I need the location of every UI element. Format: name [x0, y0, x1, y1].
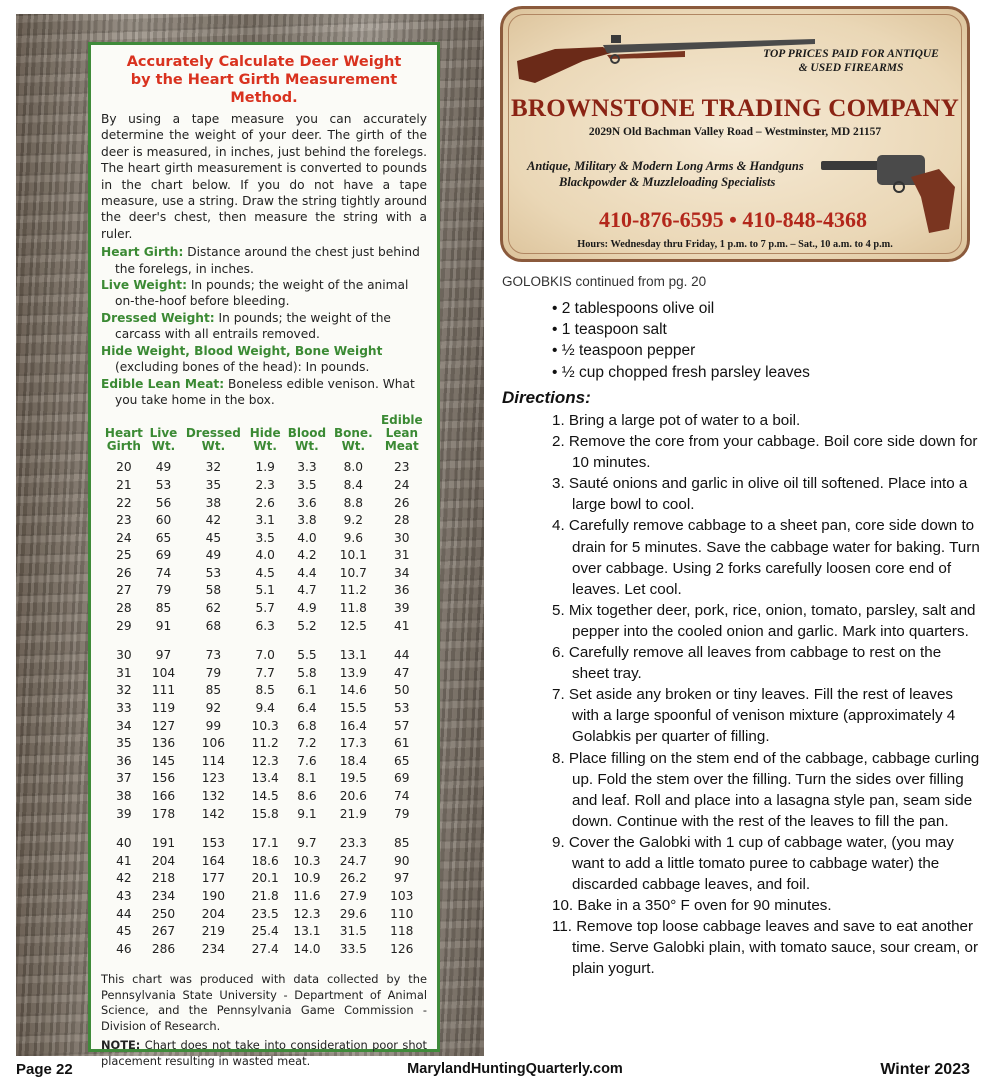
table-cell: 17.1 [251, 836, 279, 851]
table-row [101, 582, 427, 600]
table-cell: 62 [205, 601, 222, 616]
table-cell: 9.4 [255, 701, 275, 716]
table-row [101, 823, 427, 853]
table-cell: 132 [201, 789, 225, 803]
table-cell: 191 [151, 836, 176, 851]
table-cell: 90 [394, 853, 410, 868]
table-row [101, 635, 427, 665]
table-cell: 79 [205, 665, 222, 680]
table-cell: 21.8 [251, 888, 279, 903]
table-cell: 99 [205, 718, 222, 733]
table-cell: 156 [151, 771, 176, 786]
table-cell: 9.1 [297, 806, 317, 821]
table-cell: 4.4 [297, 565, 317, 580]
table-cell: 23.5 [251, 906, 279, 921]
table-cell: 10.1 [339, 548, 367, 563]
table-cell: 123 [201, 771, 225, 786]
table-cell: 20.1 [251, 871, 279, 886]
table-cell: 11.2 [251, 736, 279, 751]
table-cell: 20.6 [339, 789, 367, 803]
table-cell: 10.9 [293, 871, 321, 886]
table-cell: 9.7 [297, 836, 317, 851]
table-column-header: Live Wt. [149, 426, 178, 454]
table-cell: 103 [390, 888, 414, 903]
table-row [101, 853, 427, 871]
direction-step: 7. Set aside any broken or tiny leaves. Fill the rest of leaves with a large spoonful of venison mixture (approximately 4 Golabkis per quarter of filling. [552, 686, 956, 746]
ingredient-item: • ½ cup chopped fresh parsley leaves [552, 363, 810, 381]
table-cell: 36 [394, 583, 410, 598]
table-cell: 73 [205, 648, 222, 663]
definition-live-weight: Live Weight: In pounds; the weight of the animal on-the-hoof before bleeding. [101, 278, 409, 309]
direction-step: 6. Carefully remove all leaves from cabbage to rest on the sheet tray. [552, 644, 942, 683]
table-cell: 85 [394, 836, 410, 851]
table-row [101, 700, 427, 718]
table-row [101, 941, 427, 959]
table-row [101, 870, 427, 888]
table-cell: 61 [394, 736, 410, 751]
table-cell: 8.5 [255, 683, 275, 698]
table-cell: 14.0 [293, 941, 321, 956]
table-cell: 79 [394, 806, 410, 821]
chart-title: Accurately Calculate Deer Weight by the Heart Girth Measurement Method. [126, 54, 402, 106]
table-cell: 5.7 [255, 601, 275, 616]
ingredient-item: • 2 tablespoons olive oil [552, 300, 715, 317]
table-row [101, 888, 427, 906]
table-cell: 7.7 [255, 665, 275, 680]
definitions [101, 244, 427, 408]
table-cell: 3.8 [297, 513, 317, 528]
table-cell: 7.0 [255, 648, 275, 663]
table-cell: 47 [394, 665, 410, 680]
chart-note: NOTE: Chart does not take into consideration poor shot placement resulting in wasted meat. [101, 1038, 427, 1068]
table-cell: 79 [155, 583, 172, 598]
table-cell: 74 [394, 789, 410, 803]
ingredient-item: • 1 teaspoon salt [552, 321, 667, 339]
table-cell: 234 [151, 888, 176, 903]
table-cell: 4.2 [297, 548, 317, 563]
directions-list [552, 410, 982, 980]
brownstone-ad[interactable] [500, 6, 970, 262]
table-cell: 23 [116, 513, 132, 528]
table-cell: 22 [116, 495, 132, 510]
table-cell: 12.3 [251, 753, 279, 768]
table-cell: 34 [116, 718, 132, 733]
table-cell: 5.8 [297, 665, 317, 680]
table-cell: 36 [116, 753, 132, 768]
table-cell: 190 [201, 888, 225, 903]
table-cell: 49 [205, 548, 222, 563]
table-cell: 50 [394, 683, 410, 698]
table-cell: 18.6 [251, 853, 279, 868]
table-cell: 23.3 [339, 836, 367, 851]
table-cell: 267 [151, 924, 176, 939]
table-cell: 13.1 [339, 648, 367, 663]
table-cell: 69 [394, 771, 410, 786]
table-row [101, 718, 427, 736]
table-row [101, 788, 427, 806]
bark-background [16, 14, 484, 1068]
table-cell: 10.7 [339, 565, 367, 580]
table-cell: 58 [205, 583, 222, 598]
table-cell: 7.2 [297, 736, 317, 751]
table-cell: 43 [116, 888, 132, 903]
table-cell: 8.8 [343, 495, 364, 510]
table-row [101, 735, 427, 753]
table-cell: 13.1 [293, 924, 321, 939]
table-row [101, 770, 427, 788]
table-cell: 17.3 [339, 736, 367, 751]
table-cell: 25 [116, 548, 132, 563]
table-cell: 21.9 [339, 806, 367, 821]
table-cell: 69 [155, 548, 172, 563]
table-cell: 3.3 [297, 460, 317, 475]
table-column-header: Blood Wt. [287, 426, 327, 454]
table-row [101, 495, 427, 513]
table-cell: 10.3 [251, 718, 279, 733]
table-column-header: Edible Lean Meat [380, 413, 423, 454]
table-cell: 97 [155, 648, 172, 663]
table-cell: 27.9 [339, 888, 367, 903]
direction-step: 3. Sauté onions and garlic in olive oil till softened. Place into a large bowl to cool. [552, 475, 968, 514]
table-cell: 28 [116, 601, 132, 616]
direction-step: 11. Remove top loose cabbage leaves and save to eat another time. Serve Galobki plain, with tomato sauce, sour cream, or plain yogurt. [552, 918, 979, 978]
table-cell: 9.6 [343, 530, 364, 545]
table-cell: 85 [155, 601, 172, 616]
table-cell: 68 [205, 618, 222, 633]
table-cell: 46 [116, 941, 132, 956]
table-cell: 44 [394, 648, 410, 663]
table-cell: 13.9 [339, 665, 367, 680]
table-cell: 33.5 [339, 941, 367, 956]
table-cell: 14.5 [251, 789, 279, 803]
table-cell: 204 [201, 906, 225, 921]
table-cell: 111 [151, 683, 176, 698]
table-cell: 65 [394, 753, 410, 768]
table-cell: 1.9 [255, 460, 275, 475]
issue-label: Winter 2023 [880, 1061, 970, 1078]
table-row [101, 459, 427, 477]
table-cell: 60 [155, 513, 172, 528]
definition-hide-blood-bone: Hide Weight, Blood Weight, Bone Weight (excluding bones of the head): In pounds. [101, 343, 383, 375]
direction-step: 10. Bake in a 350° F oven for 90 minutes. [552, 897, 832, 915]
direction-step: 5. Mix together deer, pork, rice, onion, tomato, parsley, salt and pepper into the cooled onion and garlic. Mark into quarters. [552, 601, 976, 640]
table-cell: 119 [151, 701, 176, 716]
table-cell: 20 [116, 460, 132, 475]
table-cell: 104 [151, 665, 176, 680]
table-cell: 18.4 [339, 753, 367, 768]
direction-step: 2. Remove the core from your cabbage. Boil core side down for 10 minutes. [552, 433, 978, 472]
table-cell: 57 [394, 718, 410, 733]
table-cell: 2.6 [255, 495, 275, 510]
table-row [101, 530, 427, 548]
table-row [101, 618, 427, 636]
table-cell: 4.9 [297, 601, 317, 616]
table-cell: 39 [394, 601, 410, 616]
ad-tagline: TOP PRICES PAID FOR ANTIQUE & USED FIREARMS [763, 48, 939, 74]
table-cell: 2.3 [255, 477, 275, 492]
table-cell: 127 [151, 718, 176, 733]
table-cell: 219 [201, 924, 225, 939]
table-cell: 38 [116, 789, 132, 803]
table-cell: 35 [116, 736, 132, 751]
table-cell: 164 [201, 853, 225, 868]
table-cell: 5.2 [297, 618, 317, 633]
ad-address: 2029N Old Bachman Valley Road – Westminster, MD 21157 [588, 126, 882, 138]
table-cell: 12.3 [293, 906, 321, 921]
table-cell: 12.5 [339, 618, 367, 633]
table-cell: 114 [201, 753, 225, 768]
table-cell: 37 [116, 771, 132, 786]
table-cell: 53 [155, 477, 172, 492]
table-cell: 38 [205, 495, 222, 510]
table-cell: 11.8 [339, 601, 367, 616]
table-row [101, 806, 427, 824]
table-cell: 40 [116, 836, 132, 851]
table-row [101, 906, 427, 924]
table-cell: 25.4 [251, 924, 279, 939]
table-cell: 10.3 [293, 853, 321, 868]
table-cell: 26 [116, 565, 132, 580]
table-cell: 32 [205, 460, 222, 475]
table-cell: 19.5 [339, 771, 367, 786]
ingredient-item: • ½ teaspoon pepper [552, 342, 696, 360]
page-number: Page 22 [16, 1061, 73, 1078]
table-column-header: Dressed Wt. [185, 426, 241, 454]
table-cell: 8.4 [343, 477, 364, 492]
table-row [101, 512, 427, 530]
table-cell: 21 [116, 477, 132, 492]
table-cell: 30 [116, 648, 132, 663]
table-cell: 56 [155, 495, 172, 510]
table-cell: 85 [205, 683, 222, 698]
table-cell: 53 [394, 701, 410, 716]
table-cell: 35 [205, 477, 222, 492]
table-cell: 33 [116, 701, 132, 716]
table-cell: 3.5 [297, 477, 317, 492]
table-row [101, 923, 427, 941]
table-cell: 6.3 [255, 618, 275, 633]
table-cell: 178 [151, 806, 176, 821]
table-row [101, 565, 427, 583]
table-cell: 41 [116, 853, 132, 868]
table-column-header: Hide Wt. [249, 426, 281, 454]
table-cell: 106 [201, 736, 225, 751]
deer-weight-chart [88, 42, 440, 1068]
table-cell: 234 [201, 941, 225, 956]
table-row [101, 477, 427, 495]
table-cell: 28 [394, 513, 410, 528]
chart-source: This chart was produced with data collected by the Pennsylvania State University - Department of Animal Science, and the Pennsylvania Game Commission - Division of Research. [101, 972, 427, 1033]
definition-dressed-weight: Dressed Weight: In pounds; the weight of the carcass with all entrails removed. [101, 310, 391, 342]
table-cell: 166 [151, 789, 176, 803]
table-cell: 110 [390, 906, 414, 921]
table-header-row [101, 414, 427, 459]
ingredient-list [552, 298, 810, 383]
table-row [101, 600, 427, 618]
table-cell: 74 [155, 565, 172, 580]
table-cell: 31.5 [339, 924, 367, 939]
table-cell: 142 [201, 806, 225, 821]
table-cell: 16.4 [339, 718, 367, 733]
ad-hours: Hours: Wednesday thru Friday, 1 p.m. to 7 p.m. – Sat., 10 a.m. to 4 p.m. [577, 239, 893, 250]
table-cell: 3.5 [255, 530, 275, 545]
table-cell: 9.2 [343, 513, 364, 528]
site-url[interactable]: MarylandHuntingQuarterly.com [407, 1061, 623, 1077]
table-cell: 286 [151, 941, 176, 956]
table-cell: 250 [151, 906, 176, 921]
ad-specialty-2: Blackpowder & Muzzleloading Specialists [559, 175, 776, 189]
table-cell: 31 [394, 548, 410, 563]
table-cell: 204 [151, 853, 176, 868]
direction-step: 4. Carefully remove cabbage to a sheet pan, core side down to drain for 5 minutes. Save the cabbage water for baking. Turn over cabbage. Using 2 forks carefully loosen core end of leaves. Let cool. [552, 517, 980, 598]
table-cell: 145 [151, 753, 176, 768]
table-cell: 41 [394, 618, 410, 633]
table-cell: 39 [116, 806, 132, 821]
table-cell: 4.0 [255, 548, 275, 563]
table-cell: 6.4 [297, 701, 317, 716]
table-cell: 91 [155, 618, 172, 633]
direction-step: 1. Bring a large pot of water to a boil. [552, 412, 801, 429]
table-cell: 218 [151, 871, 176, 886]
table-cell: 44 [116, 906, 132, 921]
table-cell: 23 [394, 460, 410, 475]
table-cell: 6.8 [297, 718, 317, 733]
table-cell: 7.6 [297, 753, 317, 768]
table-row [101, 547, 427, 565]
table-cell: 45 [116, 924, 132, 939]
table-cell: 32 [116, 683, 132, 698]
table-cell: 29 [116, 618, 132, 633]
table-cell: 45 [205, 530, 222, 545]
table-cell: 65 [155, 530, 172, 545]
table-cell: 27.4 [251, 941, 279, 956]
table-cell: 4.5 [255, 565, 275, 580]
table-cell: 24.7 [339, 853, 367, 868]
table-cell: 15.8 [251, 806, 279, 821]
table-cell: 118 [390, 924, 414, 939]
ad-specialty-1: Antique, Military & Modern Long Arms & Handguns [527, 159, 804, 173]
table-cell: 26.2 [339, 871, 367, 886]
ad-phone-numbers[interactable]: 410-876-6595 • 410-848-4368 [599, 207, 868, 232]
table-cell: 92 [205, 701, 222, 716]
table-cell: 42 [116, 871, 132, 886]
table-cell: 4.7 [297, 583, 317, 598]
table-cell: 14.6 [339, 683, 367, 698]
table-cell: 31 [116, 665, 132, 680]
table-cell: 53 [205, 565, 222, 580]
table-cell: 29.6 [339, 906, 367, 921]
continued-label: GOLOBKIS continued from pg. 20 [502, 274, 707, 289]
table-cell: 34 [394, 565, 410, 580]
table-cell: 24 [394, 477, 410, 492]
table-cell: 4.0 [297, 530, 317, 545]
table-cell: 26 [394, 495, 410, 510]
table-cell: 42 [205, 513, 222, 528]
weight-table [101, 414, 427, 958]
definition-heart-girth: Heart Girth: Distance around the chest just behind the forelegs, in inches. [101, 245, 420, 276]
table-cell: 15.5 [339, 701, 367, 716]
table-cell: 6.1 [297, 683, 317, 698]
table-cell: 97 [394, 871, 410, 886]
direction-step: 9. Cover the Galobki with 1 cup of cabbage water, (you may want to add a little tomato puree to cabbage water) the discarded cabbage leaves, and foil. [552, 833, 954, 894]
ad-company-name: BROWNSTONE TRADING COMPANY [510, 95, 960, 122]
table-cell: 177 [201, 871, 225, 886]
table-cell: 8.6 [297, 789, 317, 803]
directions-heading: Directions: [502, 388, 591, 407]
table-cell: 30 [394, 530, 410, 545]
table-cell: 11.6 [293, 888, 321, 903]
table-cell: 5.5 [297, 648, 317, 663]
table-cell: 13.4 [251, 771, 279, 786]
definition-edible-lean-meat: Edible Lean Meat: Boneless edible venison. What you take home in the box. [101, 376, 415, 407]
table-cell: 3.1 [255, 513, 275, 528]
chart-intro: By using a tape measure you can accurately determine the weight of your deer. The girth of the deer is measured, in inches, just behind the forelegs. The heart girth measurement is converted to pounds in the chart below. If you do not have a tape measure, use a string. Draw the string tightly around the deer's chest, then measure the string with a ruler. [101, 112, 427, 241]
table-cell: 8.1 [297, 771, 317, 786]
table-column-header: Bone. Wt. [334, 426, 373, 454]
table-cell: 8.0 [343, 460, 364, 475]
table-cell: 27 [116, 583, 132, 598]
table-row [101, 753, 427, 771]
table-cell: 126 [390, 941, 414, 956]
table-cell: 24 [116, 530, 132, 545]
table-row [101, 682, 427, 700]
table-cell: 3.6 [297, 495, 317, 510]
table-cell: 153 [201, 836, 225, 851]
table-row [101, 665, 427, 683]
table-cell: 136 [151, 736, 176, 751]
table-cell: 49 [155, 460, 172, 475]
table-cell: 5.1 [255, 583, 275, 598]
table-cell: 11.2 [339, 583, 367, 598]
table-column-header: Heart Girth [104, 426, 143, 454]
direction-step: 8. Place filling on the stem end of the cabbage, cabbage curling up. Fold the stem over the filling. Turn the sides over filling and leaf. Roll and place into a lasagna style pan, seam side down. Continue with the rest of the leaves to fill the pan. [552, 749, 980, 830]
